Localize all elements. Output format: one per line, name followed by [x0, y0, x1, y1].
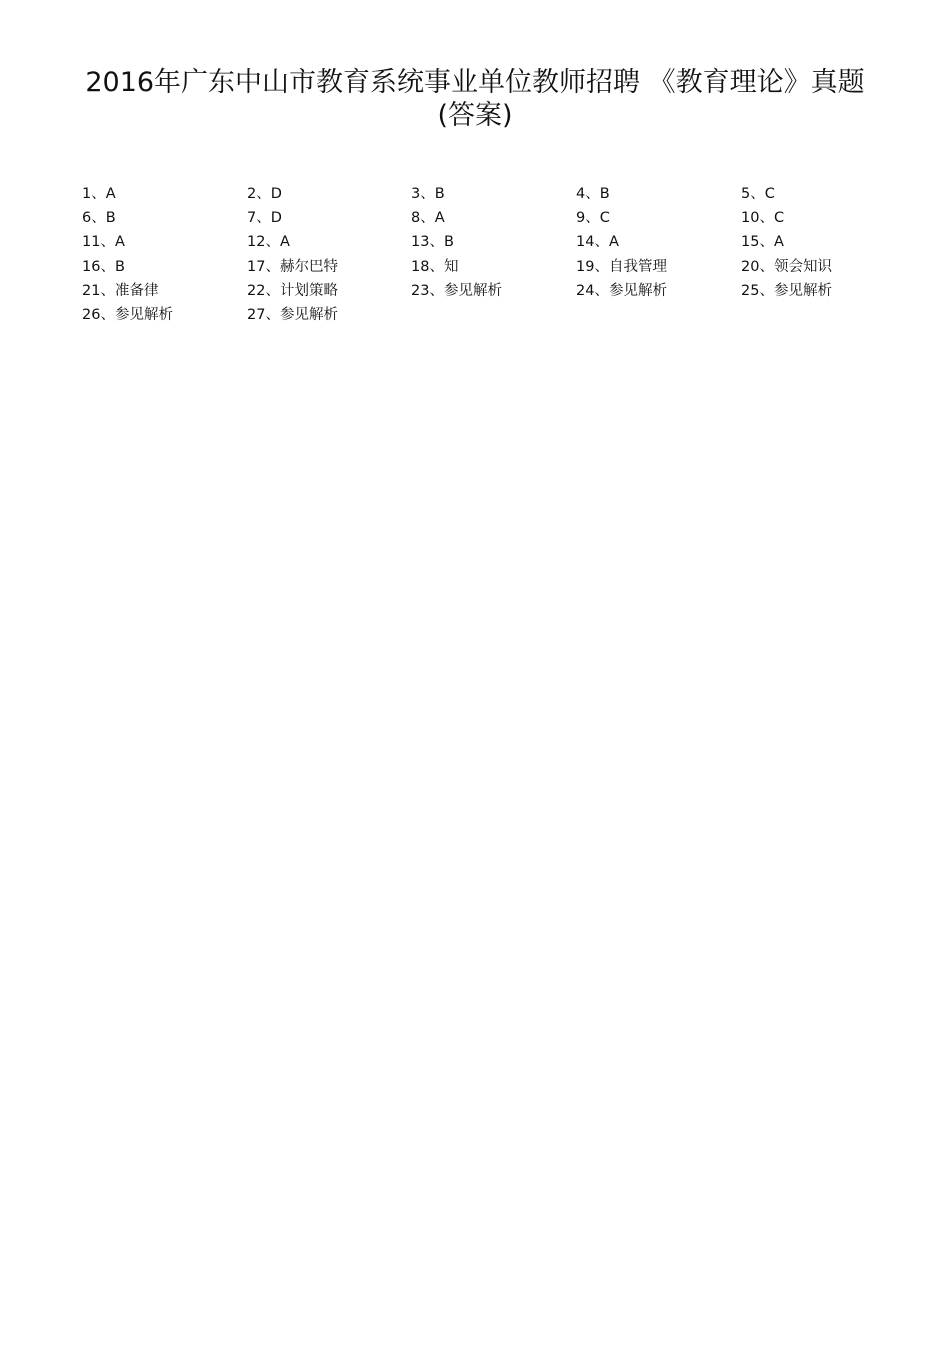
- page-title: [40, 66, 910, 132]
- title-line-1: 2016年广东中山市教育系统事业单位教师招聘 《教育理论》真题: [85, 67, 865, 98]
- answer-item: 5、C: [741, 186, 775, 202]
- answer-item: 17、赫尔巴特: [247, 258, 338, 275]
- answer-item: 7、D: [247, 210, 282, 227]
- answer-item: 20、领会知识: [741, 258, 832, 275]
- answer-item: 22、计划策略: [247, 282, 338, 299]
- answer-item: 8、A: [411, 210, 445, 227]
- answer-item: 24、参见解析: [576, 282, 667, 299]
- answer-item: 12、A: [247, 234, 290, 251]
- answer-item: 6、B: [82, 210, 116, 227]
- title-line-2: (答案): [437, 100, 513, 131]
- answer-item: 21、准备律: [82, 282, 159, 299]
- answer-item: 10、C: [741, 210, 785, 227]
- answer-grid: [82, 182, 882, 327]
- answer-item: 2、D: [247, 186, 282, 202]
- answer-item: 9、C: [576, 210, 610, 227]
- answer-item: 16、B: [82, 258, 125, 275]
- answer-item: 19、自我管理: [576, 258, 667, 275]
- answer-item: 23、参见解析: [411, 282, 502, 299]
- answer-item: 13、B: [411, 234, 454, 251]
- answer-item: 27、参见解析: [247, 306, 338, 323]
- answer-item: 1、A: [82, 186, 116, 202]
- answer-item: 15、A: [741, 234, 784, 251]
- answer-item: 11、A: [82, 234, 125, 251]
- answer-item: 26、参见解析: [82, 306, 173, 323]
- answer-item: 4、B: [576, 186, 610, 202]
- answer-item: 25、参见解析: [741, 282, 832, 299]
- answer-item: 18、知: [411, 258, 459, 275]
- answer-item: 14、A: [576, 234, 619, 251]
- answer-item: 3、B: [411, 186, 445, 202]
